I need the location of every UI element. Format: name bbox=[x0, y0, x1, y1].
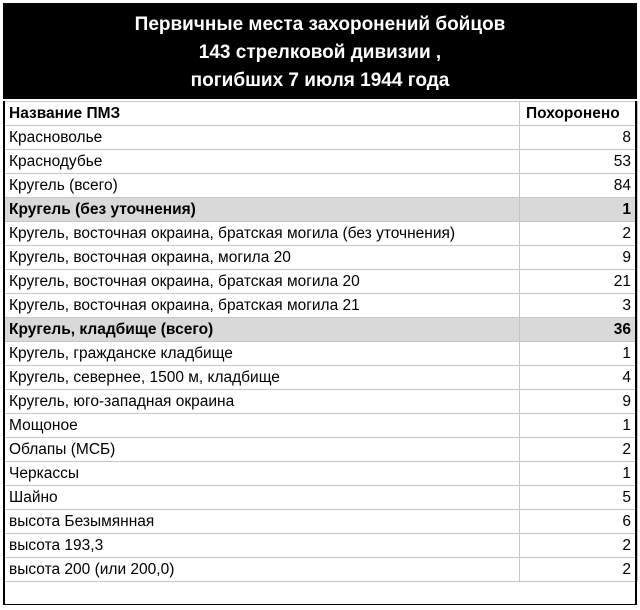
cell-name[interactable]: Черкассы bbox=[4, 462, 520, 486]
table-row bbox=[4, 462, 638, 486]
cell-count[interactable]: 8 bbox=[520, 126, 638, 150]
cell-count[interactable]: 5 bbox=[520, 486, 638, 510]
cell-name[interactable]: Шайно bbox=[4, 486, 520, 510]
cell-name[interactable]: Кругель, севернее, 1500 м, кладбище bbox=[4, 366, 520, 390]
table-row-highlighted bbox=[4, 198, 638, 222]
cell-count[interactable]: 4 bbox=[520, 366, 638, 390]
cell-count[interactable]: 84 bbox=[520, 174, 638, 198]
cell-name[interactable]: Кругель (без уточнения) bbox=[4, 198, 520, 222]
cell-count[interactable]: 36 bbox=[520, 318, 638, 342]
header-count[interactable]: Похоронено bbox=[520, 102, 638, 126]
cell-name[interactable]: Облапы (МСБ) bbox=[4, 438, 520, 462]
cell-name[interactable]: Кругель, восточная окраина, братская могила (без уточнения) bbox=[4, 222, 520, 246]
cell-count[interactable]: 3 bbox=[520, 294, 638, 318]
header-row bbox=[4, 102, 638, 126]
table-row bbox=[4, 486, 638, 510]
table-row bbox=[4, 510, 638, 534]
cell-name[interactable]: высота 193,3 bbox=[4, 534, 520, 558]
table-row bbox=[4, 390, 638, 414]
title-line-3: погибших 7 июля 1944 года bbox=[190, 70, 450, 91]
title-line-1: Первичные места захоронений бойцов bbox=[134, 14, 506, 35]
cell-count[interactable]: 9 bbox=[520, 390, 638, 414]
title-block bbox=[3, 3, 637, 99]
cell-name[interactable]: Кругель, кладбище (всего) bbox=[4, 318, 520, 342]
table-row bbox=[4, 174, 638, 198]
table-row bbox=[4, 222, 638, 246]
cell-count[interactable]: 2 bbox=[520, 534, 638, 558]
table-row bbox=[4, 414, 638, 438]
cell-count[interactable]: 1 bbox=[520, 414, 638, 438]
cell-name[interactable]: Кругель, восточная окраина, могила 20 bbox=[4, 246, 520, 270]
cell-count[interactable]: 1 bbox=[520, 462, 638, 486]
cell-count[interactable]: 53 bbox=[520, 150, 638, 174]
cell-name[interactable]: Кругель, гражданске кладбище bbox=[4, 342, 520, 366]
table-row-highlighted bbox=[4, 318, 638, 342]
burial-table bbox=[3, 101, 638, 582]
cell-count[interactable]: 6 bbox=[520, 510, 638, 534]
cell-count[interactable]: 21 bbox=[520, 270, 638, 294]
cell-count[interactable]: 2 bbox=[520, 222, 638, 246]
cell-name[interactable]: Мощоное bbox=[4, 414, 520, 438]
cell-name[interactable]: высота Безымянная bbox=[4, 510, 520, 534]
cell-name[interactable]: Кругель, восточная окраина, братская могила 20 bbox=[4, 270, 520, 294]
cell-name[interactable]: Кругель (всего) bbox=[4, 174, 520, 198]
cell-name[interactable]: высота 200 (или 200,0) bbox=[4, 558, 520, 582]
cell-name[interactable]: Краснодубье bbox=[4, 150, 520, 174]
table-row bbox=[4, 294, 638, 318]
table-row bbox=[4, 558, 638, 582]
table-row bbox=[4, 366, 638, 390]
cell-count[interactable]: 9 bbox=[520, 246, 638, 270]
cell-count[interactable]: 2 bbox=[520, 438, 638, 462]
cell-name[interactable]: Кругель, юго-западная окраина bbox=[4, 390, 520, 414]
table-row bbox=[4, 246, 638, 270]
cell-name[interactable]: Красноволье bbox=[4, 126, 520, 150]
table-row bbox=[4, 270, 638, 294]
title-line-2: 143 стрелковой дивизии , bbox=[198, 42, 442, 63]
cell-count[interactable]: 2 bbox=[520, 558, 638, 582]
cell-count[interactable]: 1 bbox=[520, 342, 638, 366]
header-name[interactable]: Название ПМЗ bbox=[4, 102, 520, 126]
table-row bbox=[4, 150, 638, 174]
cell-count[interactable]: 1 bbox=[520, 198, 638, 222]
table-row bbox=[4, 126, 638, 150]
table-row bbox=[4, 534, 638, 558]
table-row bbox=[4, 438, 638, 462]
table-row bbox=[4, 342, 638, 366]
cell-name[interactable]: Кругель, восточная окраина, братская могила 21 bbox=[4, 294, 520, 318]
